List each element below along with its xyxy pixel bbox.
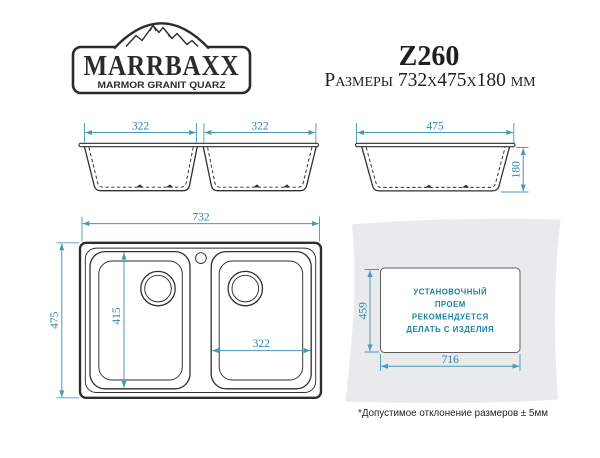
side-feet-marks: [425, 185, 469, 188]
install-note-line4: ДЕЛАТЬ С ИЗДЕЛИЯ: [406, 325, 495, 334]
front-bowl-left-outline: [85, 147, 198, 191]
side-dim-width: 475: [426, 120, 444, 133]
front-bowl-right-inner: [208, 147, 312, 187]
installation-view: [346, 219, 561, 403]
tolerance-footnote: *Допустимое отклонение размеров ± 5мм: [358, 407, 548, 419]
front-bowl-right-outline: [203, 147, 316, 191]
front-dim-bowl2: 322: [251, 120, 269, 133]
side-view: [356, 120, 529, 192]
logo-brand-text: MARRBAXX: [83, 51, 240, 82]
top-dim-depth: 475: [48, 311, 61, 329]
side-dim-height: 180: [510, 161, 523, 179]
side-bowl-inner: [366, 147, 505, 187]
brand-logo: [73, 23, 250, 93]
cutout-dim-width: 716: [441, 353, 459, 366]
top-dim-bowl-length: 415: [111, 307, 123, 325]
side-rim: [356, 143, 516, 146]
front-view: [79, 120, 319, 190]
model-title: Z260: [398, 41, 460, 72]
dimensions-subtitle: Размеры 732х475х180 мм: [324, 70, 536, 91]
install-note-line1: УСТАНОВОЧНЫЙ: [413, 287, 488, 297]
cutout-dim-height: 459: [357, 302, 370, 320]
top-view: [49, 211, 321, 397]
top-dim-bowl-width: 322: [252, 338, 270, 351]
install-note-line2: ПРОЕМ: [434, 300, 466, 309]
front-rim: [79, 143, 319, 146]
front-dim-bowl1: 322: [131, 120, 150, 133]
front-bowl-left-inner: [89, 147, 193, 187]
logo-tagline-text: MARMOR GRANIT QUARZ: [97, 80, 227, 90]
top-dim-width: 732: [192, 211, 210, 224]
side-bowl-outline: [362, 147, 510, 191]
cutout-rect: [381, 268, 521, 353]
install-note-line3: РЕКОМЕНДУЕТСЯ: [411, 312, 489, 322]
